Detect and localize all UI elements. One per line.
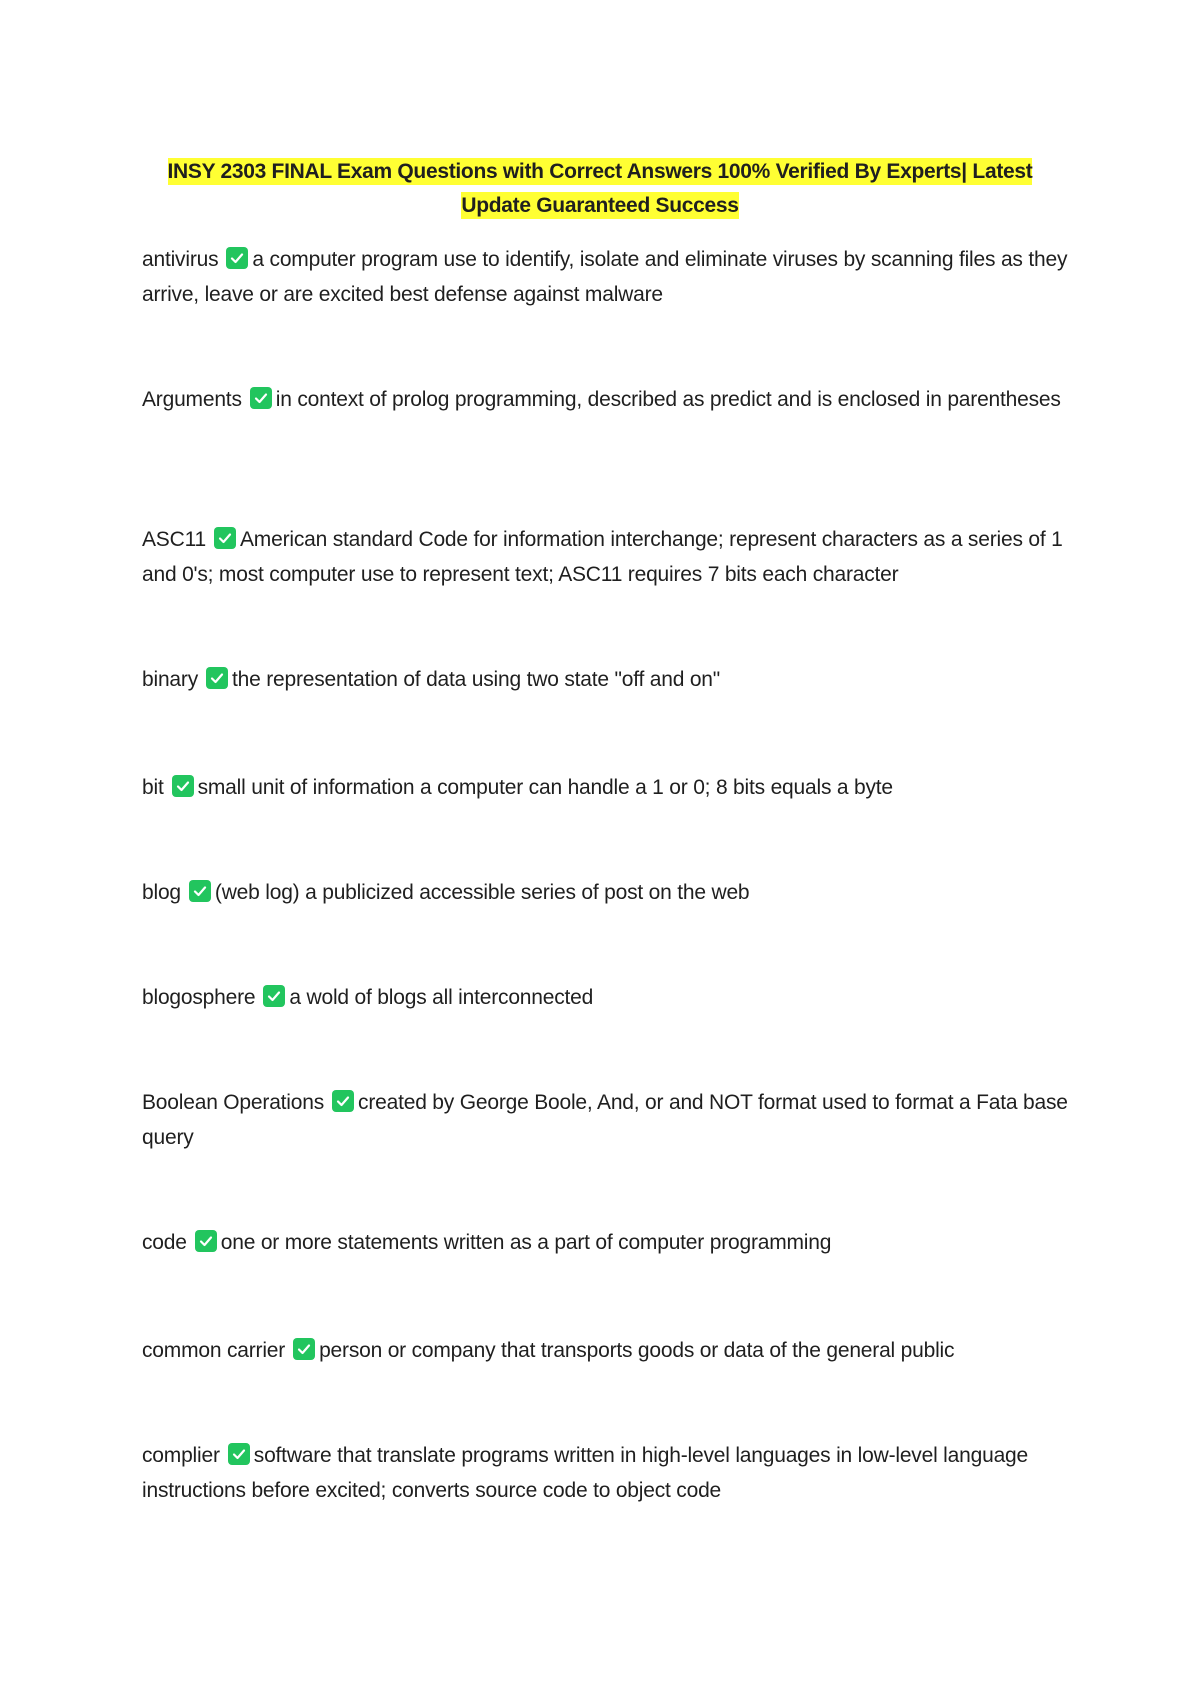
term: ASC11 [142, 528, 206, 551]
definition: software that translate programs written in high-level languages in low-level language instructions before excited; converts source code to object code [142, 1444, 1029, 1502]
check-icon [228, 1443, 250, 1465]
term: blogosphere [142, 986, 256, 1009]
check-icon [332, 1090, 354, 1112]
check-icon [189, 880, 211, 902]
list-item [142, 980, 593, 1015]
definition: a computer program use to identify, isolate and eliminate viruses by scanning files as they arrive, leave or are excited best defense against malware [142, 248, 1068, 306]
term: common carrier [142, 1339, 286, 1362]
title-line-1: INSY 2303 FINAL Exam Questions with Correct Answers 100% Verified By Experts| Latest [167, 160, 1033, 183]
list-item [142, 242, 1072, 312]
check-icon [226, 247, 248, 269]
check-icon [172, 775, 194, 797]
list-item [142, 770, 893, 805]
term: Boolean Operations [142, 1091, 325, 1114]
list-item [142, 1225, 831, 1260]
term: binary [142, 668, 198, 691]
term: blog [142, 881, 181, 904]
definition: (web log) a publicized accessible series of post on the web [214, 881, 750, 904]
list-item [142, 1438, 1072, 1508]
list-item [142, 662, 720, 697]
title-line-2: Update Guaranteed Success [461, 194, 739, 217]
definition: small unit of information a computer can handle a 1 or 0; 8 bits equals a byte [197, 776, 893, 799]
check-icon [206, 667, 228, 689]
list-item [142, 1085, 1072, 1155]
definition: created by George Boole, And, or and NOT format used to format a Fata base query [142, 1091, 1068, 1149]
term: bit [142, 776, 164, 799]
term: Arguments [142, 388, 242, 411]
list-item [142, 1333, 954, 1368]
definition: in context of prolog programming, described as predict and is enclosed in parentheses [275, 388, 1061, 411]
list-item [142, 875, 749, 910]
definition: American standard Code for information interchange; represent characters as a series of 1 and 0's; most computer use to represent text; ASC11 requires 7 bits each character [142, 528, 1063, 586]
term: complier [142, 1444, 220, 1467]
list-item [142, 382, 1061, 417]
check-icon [250, 387, 272, 409]
definition: a wold of blogs all interconnected [289, 986, 594, 1009]
term: code [142, 1231, 187, 1254]
check-icon [263, 985, 285, 1007]
term: antivirus [142, 248, 219, 271]
check-icon [195, 1230, 217, 1252]
check-icon [214, 527, 236, 549]
list-item [142, 522, 1072, 592]
document-title [150, 155, 1050, 223]
definition: one or more statements written as a part of computer programming [220, 1231, 832, 1254]
definition: person or company that transports goods or data of the general public [319, 1339, 955, 1362]
check-icon [293, 1338, 315, 1360]
definition: the representation of data using two state "off and on" [232, 668, 721, 691]
